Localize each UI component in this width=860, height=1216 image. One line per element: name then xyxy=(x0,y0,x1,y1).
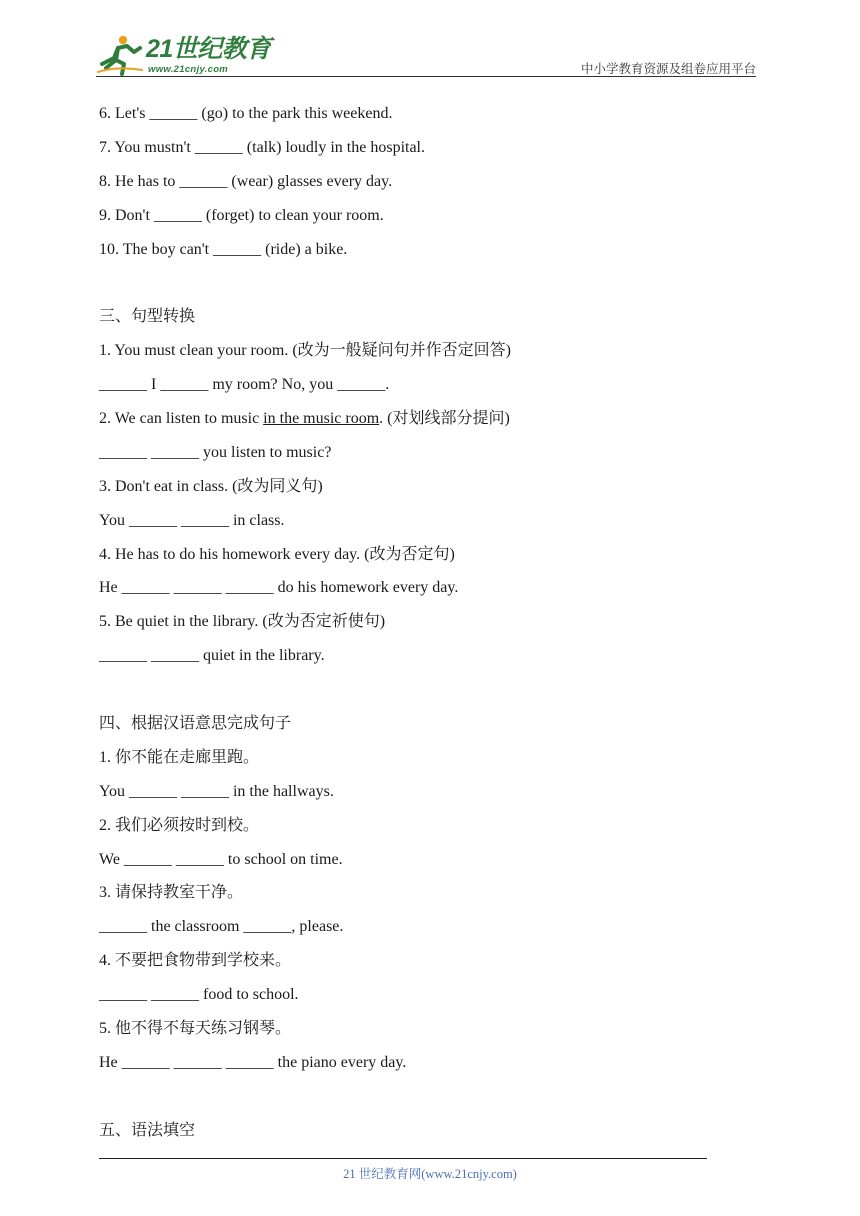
question-line: He ______ ______ ______ do his homework every day. xyxy=(99,579,459,597)
logo-text: 21世纪教育 xyxy=(146,35,271,63)
footer-divider xyxy=(99,1158,707,1159)
question-line: 1. You must clean your room. (改为一般疑问句并作否定回答) xyxy=(99,342,511,360)
section-spacer xyxy=(99,272,739,306)
underlined-phrase: in the music room xyxy=(263,410,380,428)
section-heading: 五、语法填空 xyxy=(99,1121,196,1139)
question-line: 8. He has to ______ (wear) glasses every day. xyxy=(99,172,393,190)
question-line: We ______ ______ to school on time. xyxy=(99,850,343,868)
question-line: 5. 他不得不每天练习钢琴。 xyxy=(99,1020,292,1038)
question-line xyxy=(99,408,739,442)
running-figure-icon xyxy=(96,34,148,78)
question-line: ______ ______ you listen to music? xyxy=(99,443,332,461)
section-heading: 三、句型转换 xyxy=(99,308,196,326)
question-line: 3. Don't eat in class. (改为同义句) xyxy=(99,477,323,495)
question-line: 7. You mustn't ______ (talk) loudly in the hospital. xyxy=(99,138,425,156)
document-body xyxy=(99,103,739,1154)
question-line: 6. Let's ______ (go) to the park this weekend. xyxy=(99,105,393,122)
section-spacer xyxy=(99,1086,739,1120)
question-line: 3. 请保持教室干净。 xyxy=(99,884,244,902)
question-line: 4. He has to do his homework every day. (改为否定句) xyxy=(99,545,455,563)
question-line: 4. 不要把食物带到学校来。 xyxy=(99,952,292,970)
question-line: He ______ ______ ______ the piano every day. xyxy=(99,1053,407,1071)
question-line: ______ I ______ my room? No, you ______. xyxy=(99,376,390,394)
footer-link[interactable]: 21 世纪教育网(www.21cnjy.com) xyxy=(343,1167,517,1181)
question-line: You ______ ______ in the hallways. xyxy=(99,782,334,800)
question-line: ______ the classroom ______, please. xyxy=(99,918,344,936)
site-logo[interactable] xyxy=(96,34,271,78)
logo-url: www.21cnjy.com xyxy=(148,64,229,75)
question-line: 2. 我们必须按时到校。 xyxy=(99,816,260,834)
question-instruction: . (对划线部分提问) xyxy=(379,410,510,428)
section-spacer xyxy=(99,679,739,713)
header-divider xyxy=(96,76,756,77)
question-line: 5. Be quiet in the library. (改为否定祈使句) xyxy=(99,613,386,631)
section-heading: 四、根据汉语意思完成句子 xyxy=(99,715,292,733)
question-text: 2. We can listen to music xyxy=(99,410,264,428)
question-line: 10. The boy can't ______ (ride) a bike. xyxy=(99,240,348,258)
question-line: 1. 你不能在走廊里跑。 xyxy=(99,748,260,766)
header-tagline: 中小学教育资源及组卷应用平台 xyxy=(580,61,756,76)
question-line: You ______ ______ in class. xyxy=(99,511,285,529)
question-line: ______ ______ food to school. xyxy=(99,986,299,1004)
question-line: ______ ______ quiet in the library. xyxy=(99,647,325,665)
question-line: 9. Don't ______ (forget) to clean your room. xyxy=(99,206,384,224)
page-header xyxy=(0,0,860,80)
